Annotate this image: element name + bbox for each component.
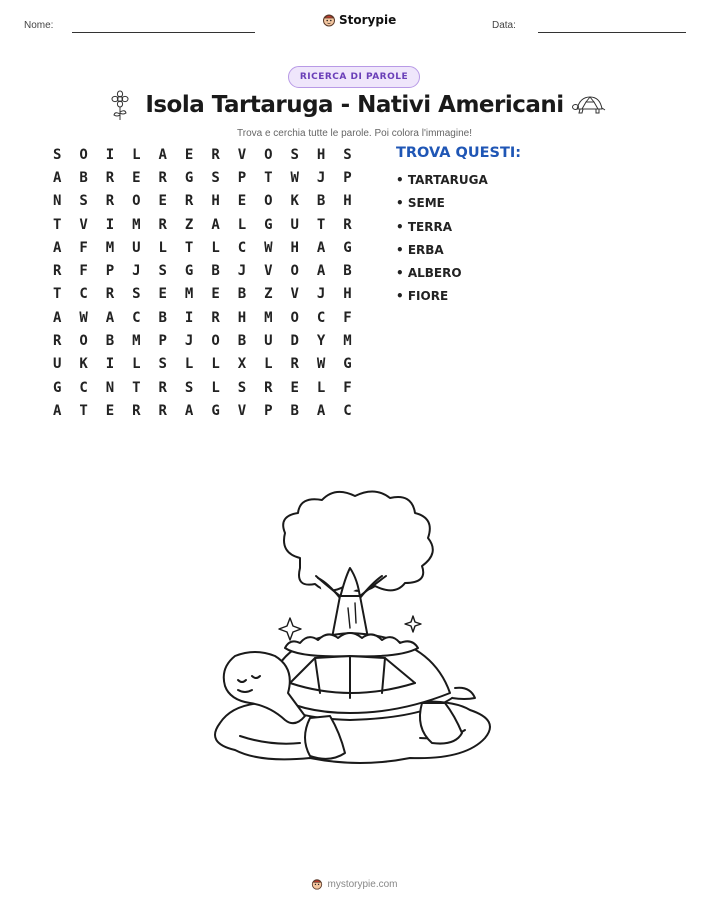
grid-letter[interactable]: R — [158, 402, 167, 419]
word-list-title: TROVA QUESTI: — [396, 145, 522, 161]
grid-letter[interactable]: F — [343, 379, 352, 396]
grid-row — [44, 399, 361, 422]
grid-letter[interactable]: N — [52, 193, 62, 210]
grid-letter[interactable]: K — [79, 356, 88, 373]
grid-letter[interactable]: G — [264, 216, 273, 233]
grid-letter[interactable]: M — [184, 286, 194, 303]
grid-letter[interactable]: L — [211, 356, 220, 373]
turtle-tree-illustration[interactable] — [200, 488, 500, 778]
grid-letter[interactable]: A — [158, 146, 167, 163]
word-item: • FIORE — [396, 289, 449, 304]
grid-letter[interactable]: H — [343, 193, 352, 210]
grid-row — [44, 166, 361, 189]
grid-letter[interactable]: C — [237, 239, 247, 256]
grid-letter[interactable]: R — [158, 216, 167, 233]
grid-letter[interactable]: E — [237, 193, 247, 210]
grid-letter[interactable]: H — [343, 286, 352, 303]
grid-letter[interactable]: R — [105, 193, 115, 210]
grid-letter[interactable]: U — [264, 333, 273, 350]
grid-letter[interactable]: C — [343, 402, 352, 419]
grid-letter[interactable]: O — [264, 146, 273, 163]
grid-row — [44, 353, 361, 376]
grid-letter[interactable]: S — [343, 146, 352, 163]
grid-letter[interactable]: S — [237, 379, 247, 396]
word-item: • ERBA — [396, 242, 444, 257]
grid-letter[interactable]: G — [343, 356, 352, 373]
turtle-icon — [572, 94, 606, 116]
grid-letter[interactable]: B — [237, 333, 247, 350]
grid-letter[interactable]: B — [211, 263, 220, 280]
grid-letter[interactable]: X — [237, 356, 247, 373]
grid-row — [44, 259, 361, 282]
grid-letter[interactable]: V — [290, 286, 299, 303]
grid-letter[interactable]: B — [105, 333, 115, 350]
grid-letter[interactable]: R — [52, 263, 62, 280]
brand-name: Storypie — [339, 13, 397, 27]
grid-letter[interactable]: P — [158, 333, 167, 350]
grid-letter[interactable]: F — [79, 239, 88, 256]
grid-letter[interactable]: V — [264, 263, 273, 280]
grid-letter[interactable]: A — [316, 402, 326, 419]
grid-letter[interactable]: W — [290, 169, 299, 186]
footer-url[interactable]: mystorypie.com — [327, 878, 398, 890]
grid-letter[interactable]: R — [264, 379, 273, 396]
grid-letter[interactable]: T — [52, 286, 62, 303]
grid-letter[interactable]: O — [211, 333, 220, 350]
grid-letter[interactable]: P — [105, 263, 115, 280]
grid-letter[interactable]: L — [211, 239, 220, 256]
grid-letter[interactable]: L — [158, 239, 167, 256]
grid-letter[interactable]: I — [105, 216, 115, 233]
grid-letter[interactable]: A — [105, 309, 115, 326]
word-search-grid[interactable] — [44, 143, 361, 423]
grid-letter[interactable]: A — [52, 169, 62, 186]
grid-letter[interactable]: H — [316, 146, 326, 163]
grid-row — [44, 190, 361, 213]
grid-letter[interactable]: B — [343, 263, 352, 280]
grid-letter[interactable]: H — [211, 193, 220, 210]
grid-letter[interactable]: E — [132, 169, 141, 186]
instructions: Trova e cerchia tutte le parole. Poi colora l'immagine! — [237, 128, 472, 139]
name-label: Nome: — [24, 20, 54, 31]
grid-letter[interactable]: M — [264, 309, 273, 326]
word-item: • TARTARUGA — [396, 173, 488, 187]
grid-letter[interactable]: M — [132, 216, 141, 233]
grid-letter[interactable]: L — [264, 356, 273, 373]
grid-letter[interactable]: S — [211, 169, 220, 186]
grid-letter[interactable]: Z — [264, 286, 273, 303]
grid-letter[interactable]: O — [264, 193, 273, 210]
word-list — [396, 145, 596, 309]
grid-letter[interactable]: J — [184, 333, 194, 350]
grid-letter[interactable]: G — [184, 169, 194, 186]
grid-letter[interactable]: R — [105, 286, 115, 303]
grid-letter[interactable]: W — [316, 356, 326, 373]
grid-letter[interactable]: R — [158, 169, 167, 186]
word-item: • SEME — [396, 196, 445, 211]
grid-letter[interactable]: W — [264, 239, 273, 256]
grid-letter[interactable]: O — [290, 263, 299, 280]
grid-row — [44, 376, 361, 399]
grid-letter[interactable]: A — [316, 263, 326, 280]
grid-row — [44, 213, 361, 236]
grid-letter[interactable]: J — [316, 169, 326, 186]
grid-letter[interactable]: Y — [316, 333, 326, 350]
grid-letter[interactable]: R — [290, 356, 299, 373]
grid-letter[interactable]: I — [105, 146, 115, 163]
grid-letter[interactable]: S — [290, 146, 299, 163]
grid-letter[interactable]: S — [132, 286, 141, 303]
grid-letter[interactable]: C — [132, 309, 141, 326]
page-title: Isola Tartaruga - Nativi Americani — [145, 92, 564, 118]
grid-letter[interactable]: T — [52, 216, 62, 233]
grid-letter[interactable]: S — [158, 356, 167, 373]
grid-letter[interactable]: P — [264, 402, 273, 419]
grid-letter[interactable]: G — [211, 402, 220, 419]
grid-letter[interactable]: J — [237, 263, 247, 280]
title-row — [0, 92, 709, 122]
grid-letter[interactable]: S — [52, 146, 62, 163]
grid-letter[interactable]: D — [290, 333, 299, 350]
grid-row — [44, 283, 361, 306]
word-item: • ALBERO — [396, 266, 462, 281]
grid-letter[interactable]: S — [184, 379, 194, 396]
grid-letter[interactable]: H — [290, 239, 299, 256]
grid-letter[interactable]: V — [237, 146, 247, 163]
grid-letter[interactable]: O — [132, 193, 141, 210]
grid-letter[interactable]: O — [290, 309, 299, 326]
grid-letter[interactable]: T — [316, 216, 326, 233]
grid-letter[interactable]: E — [158, 286, 167, 303]
grid-letter[interactable]: U — [290, 216, 299, 233]
grid-letter[interactable]: U — [52, 356, 62, 373]
grid-letter[interactable]: L — [184, 356, 194, 373]
grid-letter[interactable]: A — [184, 402, 194, 419]
grid-letter[interactable]: V — [79, 216, 88, 233]
grid-letter[interactable]: A — [316, 239, 326, 256]
grid-letter[interactable]: G — [184, 263, 194, 280]
grid-row — [44, 306, 361, 329]
grid-letter[interactable]: T — [184, 239, 194, 256]
grid-letter[interactable]: O — [79, 333, 88, 350]
grid-letter[interactable]: I — [105, 356, 115, 373]
word-item: • TERRA — [396, 219, 452, 234]
grid-letter[interactable]: R — [158, 379, 167, 396]
header — [0, 0, 709, 45]
grid-letter[interactable]: B — [290, 402, 299, 419]
grid-letter[interactable]: R — [211, 309, 220, 326]
grid-letter[interactable]: M — [105, 239, 115, 256]
storypie-logo-icon — [322, 13, 336, 27]
grid-letter[interactable]: A — [211, 216, 220, 233]
grid-letter[interactable]: L — [132, 146, 141, 163]
activity-badge — [288, 66, 420, 88]
grid-letter[interactable]: M — [343, 333, 352, 350]
grid-letter[interactable]: R — [52, 333, 62, 350]
grid-letter[interactable]: P — [343, 169, 352, 186]
name-field-line[interactable] — [72, 32, 255, 33]
grid-letter[interactable]: A — [52, 239, 62, 256]
grid-letter[interactable]: B — [158, 309, 167, 326]
grid-letter[interactable]: R — [211, 146, 220, 163]
grid-letter[interactable]: T — [79, 402, 88, 419]
grid-letter[interactable]: W — [79, 309, 88, 326]
grid-letter[interactable]: E — [105, 402, 115, 419]
grid-row — [44, 236, 361, 259]
grid-row — [44, 329, 361, 352]
grid-letter[interactable]: A — [52, 402, 62, 419]
grid-letter[interactable]: O — [79, 146, 88, 163]
grid-letter[interactable]: J — [316, 286, 326, 303]
grid-letter[interactable]: E — [211, 286, 220, 303]
grid-letter[interactable]: P — [237, 169, 247, 186]
grid-letter[interactable]: M — [132, 333, 141, 350]
grid-letter[interactable]: H — [237, 309, 247, 326]
footer — [0, 878, 709, 890]
grid-letter[interactable]: F — [343, 309, 352, 326]
grid-letter[interactable]: I — [184, 309, 194, 326]
grid-letter[interactable]: C — [79, 379, 88, 396]
grid-letter[interactable]: N — [105, 379, 115, 396]
grid-letter[interactable]: B — [316, 193, 326, 210]
grid-letter[interactable]: J — [132, 263, 141, 280]
grid-letter[interactable]: C — [316, 309, 326, 326]
grid-letter[interactable]: L — [237, 216, 247, 233]
grid-letter[interactable]: C — [79, 286, 88, 303]
grid-letter[interactable]: E — [184, 146, 194, 163]
grid-letter[interactable]: E — [158, 193, 167, 210]
badge-label: RICERCA DI PAROLE — [299, 72, 409, 82]
grid-letter[interactable]: S — [79, 193, 88, 210]
grid-letter[interactable]: K — [290, 193, 299, 210]
grid-row — [44, 143, 361, 166]
grid-letter[interactable]: T — [132, 379, 141, 396]
grid-letter[interactable]: R — [184, 193, 194, 210]
grid-letter[interactable]: B — [237, 286, 247, 303]
grid-letter[interactable]: R — [105, 169, 115, 186]
grid-letter[interactable]: T — [264, 169, 273, 186]
grid-letter[interactable]: R — [132, 402, 141, 419]
grid-letter[interactable]: B — [79, 169, 88, 186]
grid-letter[interactable]: L — [211, 379, 220, 396]
brand-logo — [322, 13, 396, 27]
grid-letter[interactable]: E — [290, 379, 299, 396]
grid-letter[interactable]: U — [132, 239, 141, 256]
grid-letter[interactable]: R — [343, 216, 352, 233]
grid-letter[interactable]: V — [237, 402, 247, 419]
grid-letter[interactable]: A — [52, 309, 62, 326]
grid-letter[interactable]: L — [132, 356, 141, 373]
grid-letter[interactable]: S — [158, 263, 167, 280]
date-label: Data: — [492, 20, 516, 31]
grid-letter[interactable]: Z — [184, 216, 194, 233]
grid-letter[interactable]: G — [52, 379, 62, 396]
grid-letter[interactable]: F — [79, 263, 88, 280]
storypie-logo-icon — [311, 878, 323, 890]
grid-letter[interactable]: G — [343, 239, 352, 256]
date-field-line[interactable] — [538, 32, 686, 33]
grid-letter[interactable]: L — [316, 379, 326, 396]
